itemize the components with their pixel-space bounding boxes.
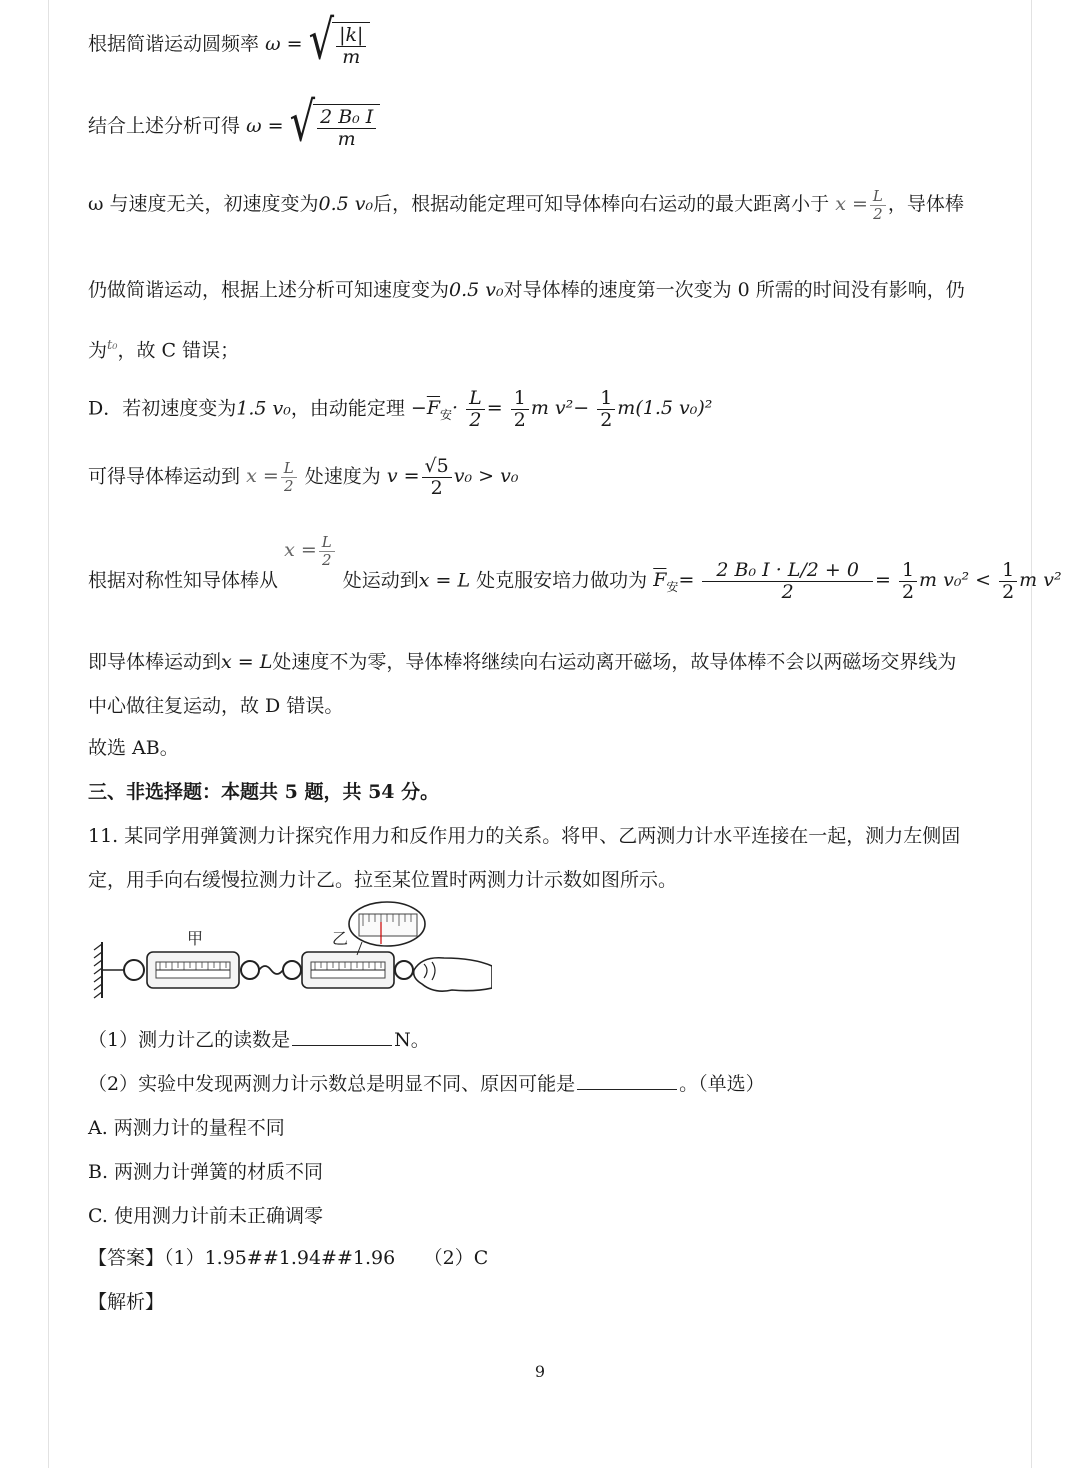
- line-analysis-d1: D．若初速度变为1.5 v₀，由动能定理 $-\overline{F}_安\cdot$ $\frac{L}{2}$ = $\frac{1}{2}$ m v²− $\frac{1}{2}$ m(1.5 v₀)²: [88, 387, 713, 431]
- line-omega-result: 结合上述分析可得 ω = √ $\frac{\text{2 B₀ I}}{m}$: [88, 104, 380, 150]
- formula-x-half: x = $\frac{L}{2}$: [246, 465, 299, 487]
- line-analysis-c2: 仍做简谐运动，根据上述分析可知速度变为0.5 v₀对导体棒的速度第一次变为 0 所需的时间没有影响，仍: [88, 279, 965, 301]
- section-title: 三、非选择题：本题共 5 题，共 54 分。: [88, 781, 440, 803]
- formula-energy: $-\overline{F}_安\cdot$ $\frac{L}{2}$ = $\frac{1}{2}$ m v²− $\frac{1}{2}$ m(1.5 v₀)²: [410, 387, 713, 431]
- sqrt-sign: √ $\frac{|k|}{m}$: [309, 22, 371, 68]
- sub-question-2: （2）实验中发现两测力计示数总是明显不同、原因可能是 。（单选）: [88, 1073, 765, 1095]
- option-b: B. 两测力计弹簧的材质不同: [88, 1161, 324, 1183]
- line-analysis-c3: 为$^{t_0}$，故 C 错误；: [88, 338, 240, 362]
- formula-x-half: x = $\frac{L}{2}$: [284, 539, 337, 561]
- label-yi: 乙: [332, 929, 349, 948]
- analysis-label: 【解析】: [88, 1291, 165, 1313]
- question-11-line1: 11. 某同学用弹簧测力计探究作用力和反作用力的关系。将甲、乙两测力计水平连接在一起，测力左侧固: [88, 825, 961, 847]
- line-analysis-d2: 可得导体棒运动到 x = $\frac{L}{2}$ 处速度为 v = $\frac{√5}{2}$ v₀ > v₀: [88, 455, 519, 499]
- line-analysis-c1: ω 与速度无关，初速度变为0.5 v₀后，根据动能定理可知导体棒向右运动的最大距离小于 x = $\frac{L}{2}$ ，导体棒: [88, 187, 964, 223]
- line-omega-def: 根据简谐运动圆频率 ω = √ $\frac{|k|}{m}$: [88, 22, 370, 68]
- option-a: A. 两测力计的量程不同: [88, 1117, 285, 1139]
- sqrt-sign: √ $\frac{\text{2 B₀ I}}{m}$: [290, 104, 381, 150]
- sub-question-1: （1）测力计乙的读数是 N。: [88, 1029, 430, 1051]
- line-analysis-d3: 根据对称性知导体棒从 x = $\frac{L}{2}$ 处运动到x = L 处克服安培力做功为 $\overline{F}_安=$ $\frac{\text{2 B₀ I · L/2 + 0}}{2}$ = $\frac{1}{2}$ m v₀² < $\frac{1}{2}$ m v²: [88, 533, 1062, 603]
- option-c: C. 使用测力计前未正确调零: [88, 1205, 323, 1227]
- label-jia: 甲: [187, 929, 204, 948]
- formula-work: $\overline{F}_安=$ $\frac{\text{2 B₀ I · L/2 + 0}}{2}$ = $\frac{1}{2}$ m v₀² < $\frac{1}{2}$ m v²: [653, 559, 1062, 603]
- formula-omega-result: ω = √ $\frac{\text{2 B₀ I}}{m}$: [246, 115, 380, 137]
- spring-scale-figure: [92, 900, 492, 1004]
- formula-velocity: v = $\frac{√5}{2}$ v₀ > v₀: [386, 455, 519, 499]
- answer-line: 【答案】（1）1.95##1.94##1.96 （2）C: [88, 1247, 489, 1269]
- line-analysis-d5: 中心做往复运动，故 D 错误。: [88, 695, 344, 717]
- line-conclusion: 故选 AB。: [88, 737, 179, 759]
- formula-omega-def: ω = √ $\frac{|k|}{m}$: [265, 33, 370, 55]
- answer-blank-2[interactable]: [577, 1073, 677, 1090]
- formula-x-half: x = $\frac{L}{2}$: [835, 193, 888, 215]
- line-analysis-d4: 即导体棒运动到x = L处速度不为零，导体棒将继续向右运动离开磁场，故导体棒不会以两磁场交界线为: [88, 651, 957, 673]
- page-number: 9: [534, 1362, 546, 1381]
- question-11-line2: 定，用手向右缓慢拉测力计乙。拉至某位置时两测力计示数如图所示。: [88, 869, 678, 891]
- spring-scale-drawing: [92, 900, 492, 1004]
- answer-blank-1[interactable]: [292, 1029, 392, 1046]
